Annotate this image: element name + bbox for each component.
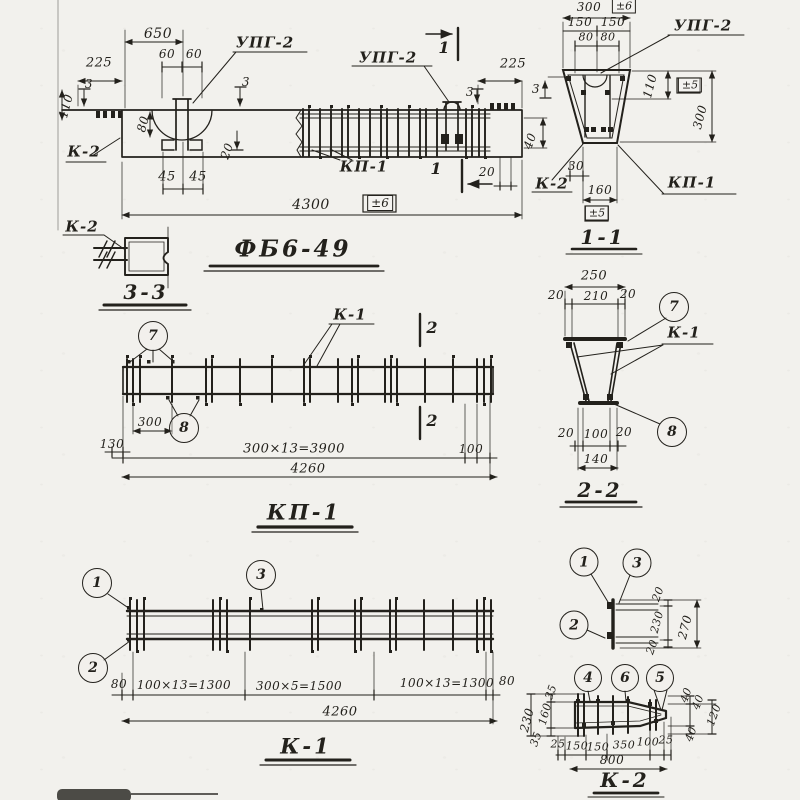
bar-mark-balloon: 8 (657, 417, 687, 447)
view-title: К-2 (600, 768, 650, 792)
dimension-text: 80 (600, 30, 616, 44)
dimension-text: 150 (567, 15, 593, 29)
dimension-text: 40 (682, 724, 700, 744)
part-reference-label: К-2 (535, 174, 569, 193)
dimension-text: 60 (158, 47, 176, 61)
dimension-text: 3 (84, 77, 94, 91)
dimension-text: 20 (643, 637, 661, 657)
view-title: К-1 (280, 733, 332, 759)
dimension-text: 160 (587, 183, 613, 197)
view-title: КП-1 (266, 499, 342, 525)
section-cut-number: 2 (426, 411, 438, 430)
part-reference-label: К-1 (333, 305, 367, 324)
dimension-text: 4260 (322, 704, 358, 720)
dimension-text: 300 (576, 0, 602, 14)
part-reference-label: УПГ-2 (673, 16, 733, 35)
dimension-text: 3 (241, 75, 251, 89)
bar-mark-balloon: 2 (560, 611, 589, 640)
dimension-text: 130 (99, 437, 125, 451)
dimension-text: 80 (578, 30, 594, 44)
dimension-text: 140 (583, 452, 609, 466)
section-cut-number: 1 (438, 38, 450, 57)
part-reference-label: К-2 (65, 217, 99, 236)
dimension-text: 110 (640, 72, 660, 100)
dimension-text: 20 (619, 287, 637, 301)
dimension-text: 35 (527, 729, 545, 749)
part-reference-label: КП-1 (339, 157, 389, 176)
dimension-text: 40 (677, 685, 695, 705)
dimension-text: 20 (478, 165, 496, 179)
dimension-text: 160 (535, 701, 555, 727)
dimension-text: 230 (647, 609, 667, 635)
dimension-text: 80 (498, 674, 516, 688)
dimension-text: 20 (547, 288, 565, 302)
dimension-text: 100 (636, 735, 660, 749)
dimension-text: 35 (542, 682, 560, 702)
dimension-text: 150 (600, 15, 626, 29)
dimension-text: 25 (658, 733, 674, 747)
dimension-text: 45 (189, 169, 207, 185)
tolerance-box: ±5 (585, 206, 609, 221)
dimension-text: 80 (110, 677, 128, 691)
dimension-text: 100×13=1300 (399, 676, 495, 690)
bar-mark-balloon: 1 (82, 568, 112, 598)
section-cut-number: 1 (430, 159, 442, 178)
dimension-text: 45 (158, 169, 176, 185)
view-title: ФБ6-49 (234, 235, 352, 263)
bar-mark-balloon: 4 (574, 664, 602, 692)
dimension-text: 210 (583, 289, 609, 303)
part-reference-label: УПГ-2 (358, 48, 418, 67)
dimension-text: 300×5=1500 (255, 679, 343, 693)
part-reference-label: УПГ-2 (235, 33, 295, 52)
bar-mark-balloon: 3 (623, 549, 652, 578)
dimension-text: 20 (557, 426, 575, 440)
dimension-text: 230 (517, 706, 537, 734)
dimension-text: 30 (567, 159, 585, 173)
dimension-text: 25 (550, 737, 566, 751)
dimension-text: 120 (704, 702, 724, 728)
bar-mark-balloon: 2 (78, 653, 108, 683)
dimension-text: 3 (465, 85, 475, 99)
dimension-text: 4300 (292, 197, 330, 213)
bar-mark-balloon: 7 (659, 292, 689, 322)
dimension-text: 20 (615, 425, 633, 439)
dimension-text: 20 (649, 584, 667, 604)
dimension-text: 100 (583, 427, 609, 441)
section-cut-number: 2 (426, 318, 438, 337)
dimension-text: 650 (143, 26, 173, 42)
dimension-text: 100×13=1300 (136, 678, 232, 692)
dimension-text: 225 (499, 56, 527, 72)
dimension-text: 250 (580, 268, 608, 284)
dimension-text: 270 (675, 613, 695, 641)
dimension-text: 3 (531, 82, 541, 96)
dimension-text: 80 (134, 114, 152, 134)
part-reference-label: К-1 (667, 323, 701, 342)
dimension-text: 110 (56, 92, 76, 120)
dimension-text: 100 (458, 442, 484, 456)
bar-mark-balloon: 6 (611, 664, 639, 692)
view-title: 1-1 (580, 225, 626, 249)
view-title: 2-2 (577, 478, 623, 502)
dimension-text: 60 (185, 47, 203, 61)
bar-mark-balloon: 1 (570, 548, 599, 577)
part-reference-label: КП-1 (667, 173, 717, 192)
bar-mark-balloon: 8 (169, 413, 199, 443)
dimension-text: 800 (599, 753, 625, 767)
dimension-text: 40 (520, 130, 540, 152)
dimension-text: 300 (137, 415, 163, 429)
tolerance-box: ±6 (367, 195, 393, 211)
bar-mark-balloon: 5 (646, 664, 674, 692)
tolerance-box: ±6 (612, 0, 636, 14)
dimension-text: 150 (586, 740, 610, 754)
dimension-text: 150 (565, 739, 589, 753)
part-reference-label: К-2 (67, 142, 101, 161)
dimension-text: 40 (689, 692, 707, 712)
bar-mark-balloon: 3 (246, 560, 276, 590)
dimension-text: 350 (612, 738, 636, 752)
tolerance-box: ±5 (678, 78, 702, 93)
dimension-text: 20 (217, 140, 237, 162)
dimension-text: 300 (690, 103, 710, 131)
dimension-text: 4260 (290, 461, 326, 477)
dimension-text: 300×13=3900 (243, 441, 345, 457)
dimension-text: 225 (85, 55, 113, 71)
bar-mark-balloon: 7 (138, 321, 168, 351)
view-title: 3-3 (123, 280, 169, 304)
